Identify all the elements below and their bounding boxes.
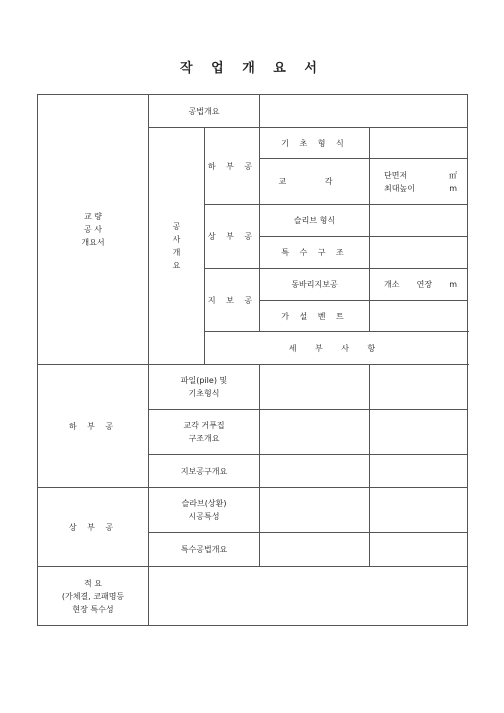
shoring-support-value[interactable]	[370, 269, 468, 301]
length-unit: m	[449, 280, 457, 289]
bridge-overview-label: 교 량 공 사 개요서	[38, 95, 149, 365]
pier-label: 교 각	[260, 159, 370, 205]
slab-type-label: 슬리브 형식	[260, 205, 370, 237]
pier-formwork-label: 교각 거푸집 구조개요	[149, 410, 260, 455]
method-overview-label: 공법개요	[149, 95, 260, 128]
slab-characteristics-value-1[interactable]	[260, 488, 370, 533]
pile-foundation-label: 파일(pile) 및 기초형식	[149, 365, 260, 410]
temp-bent-value[interactable]	[370, 301, 468, 332]
cross-section-label: 단면저	[384, 170, 408, 180]
max-height-label: 최대높이	[384, 183, 415, 193]
remarks-label: 적 요 (가체결, 코패명등 현장 특수성	[38, 567, 149, 626]
slab-characteristics-label: 슬라브(상환) 시공특성	[149, 488, 260, 533]
special-structure-label: 특 수 구 조	[260, 237, 370, 269]
special-structure-value[interactable]	[370, 237, 468, 269]
special-method-value-2[interactable]	[370, 533, 468, 567]
support-overview-label: 지보공구개요	[149, 455, 260, 488]
foundation-type-value[interactable]	[370, 128, 468, 159]
work-overview-table	[37, 94, 468, 626]
pile-foundation-value-1[interactable]	[260, 365, 370, 410]
foundation-type-label: 기 초 형 식	[260, 128, 370, 159]
slab-characteristics-value-2[interactable]	[370, 488, 468, 533]
support-overview-value-1[interactable]	[260, 455, 370, 488]
pier-formwork-value-2[interactable]	[370, 410, 468, 455]
shoring-support-label: 동바리지보공	[260, 269, 370, 301]
details-superstructure-label: 상 부 공	[38, 488, 149, 567]
support-label: 지 보 공	[205, 269, 260, 332]
support-overview-value-2[interactable]	[370, 455, 468, 488]
details-header: 세 부 사 항	[205, 332, 468, 365]
count-label: 개소	[384, 280, 400, 289]
special-method-label: 특수공법개요	[149, 533, 260, 567]
page-title: 작 업 개 요 서	[180, 61, 324, 76]
pier-dimensions[interactable]	[370, 159, 468, 205]
substructure-label: 하 부 공	[205, 128, 260, 205]
pier-formwork-value-1[interactable]	[260, 410, 370, 455]
superstructure-label: 상 부 공	[205, 205, 260, 269]
cross-section-unit: ㎡	[449, 170, 458, 180]
details-substructure-label: 하 부 공	[38, 365, 149, 488]
special-method-value-1[interactable]	[260, 533, 370, 567]
pile-foundation-value-2[interactable]	[370, 365, 468, 410]
slab-type-value[interactable]	[370, 205, 468, 237]
length-label: 연장	[416, 280, 433, 289]
method-overview-value[interactable]	[260, 95, 468, 128]
remarks-value[interactable]	[149, 567, 468, 626]
construction-overview-label: 공사개요	[149, 128, 205, 365]
max-height-unit: m	[449, 183, 458, 193]
temp-bent-label: 가 설 벤 트	[260, 301, 370, 332]
